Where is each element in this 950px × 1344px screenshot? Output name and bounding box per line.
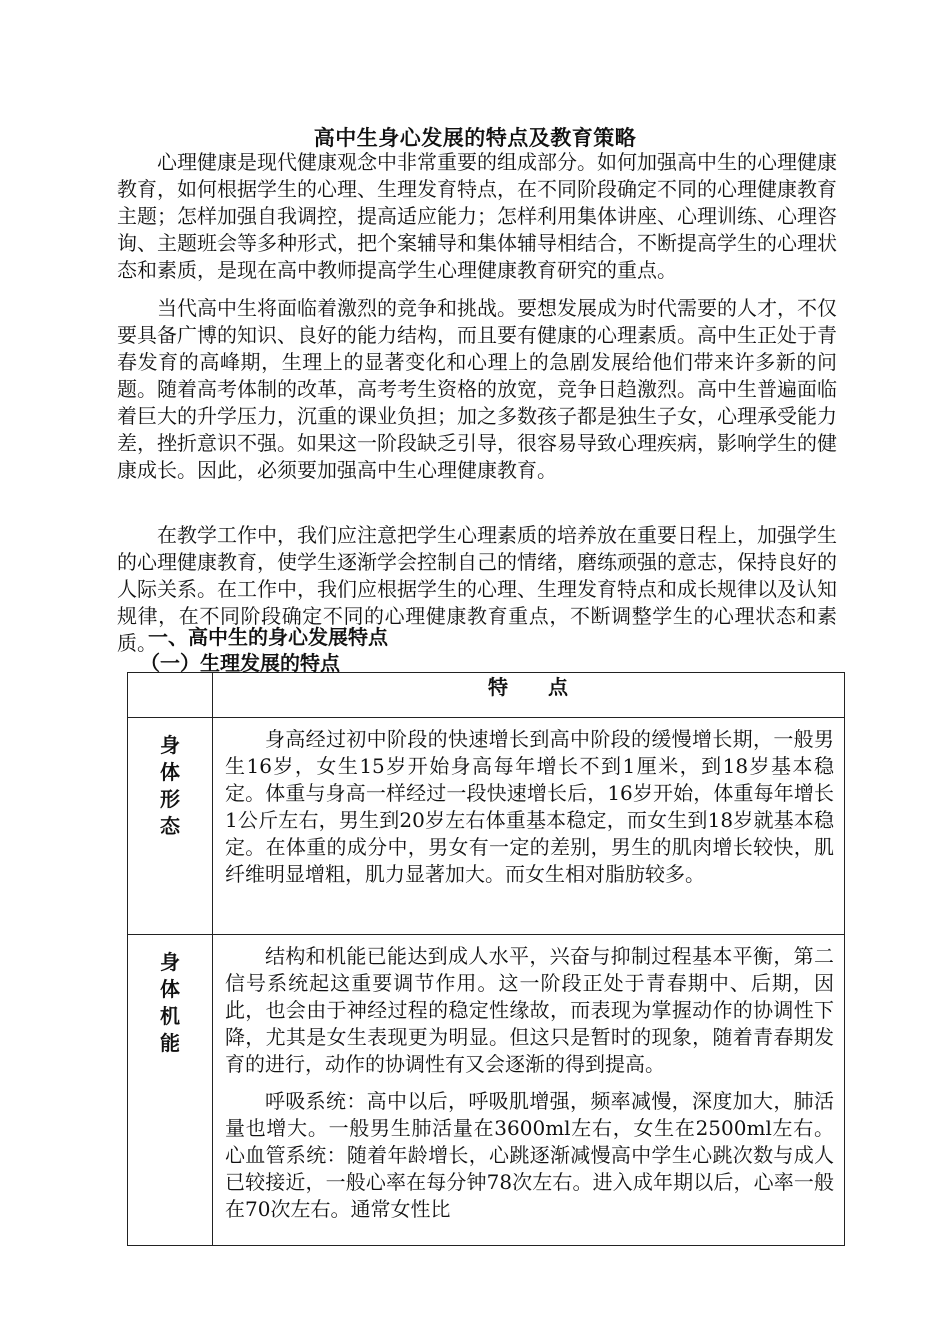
row-label-char: 形	[160, 787, 180, 811]
body-paragraph-2	[117, 295, 837, 484]
cell-paragraph: 结构和机能已能达到成人水平，兴奋与抑制过程基本平衡，第二信号系统起这重要调节作用。这一阶段正处于青春期中、后期，因此，也会由于神经过程的稳定性缘故，而表现为掌握动作的协调性下降，尤其是女生表现更为明显。但这只是暂时的现象，随着青春期发育的进行，动作的协调性有又会逐渐的得到提高。	[225, 944, 834, 1076]
row-label-char: 态	[160, 814, 180, 838]
table-row	[128, 935, 845, 1246]
document-title: 高中生身心发展的特点及教育策略	[313, 125, 637, 150]
row-content-body-function	[213, 935, 845, 1246]
cell-content-clip	[225, 943, 834, 1223]
section-heading: 一、高中生的身心发展特点	[148, 625, 388, 649]
paragraph-text: 当代高中生将面临着激烈的竞争和挑战。要想发展成为时代需要的人才，不仅要具备广博的知识、良好的能力结构，而且要有健康的心理素质。高中生正处于青春发育的高峰期，生理上的显著变化和心理上的急剧发展给他们带来许多新的问题。随着高考体制的改革，高考考生资格的放宽，竞争日趋激烈。高中生普遍面临着巨大的升学压力，沉重的课业负担；加之多数孩子都是独生子女，心理承受能力差，挫折意识不强。如果这一阶段缺乏引导，很容易导致心理疾病，影响学生的健康成长。因此，必须要加强高中生心理健康教育。	[117, 296, 837, 482]
row-label-char: 身	[160, 733, 180, 757]
row-content-body-shape	[213, 718, 845, 935]
row-label-char: 身	[160, 950, 180, 974]
row-label-char: 机	[160, 1004, 180, 1028]
row-label-body-function	[128, 935, 213, 1246]
subsection-heading: （一）生理发展的特点	[140, 651, 340, 675]
cell-paragraph: 身高经过初中阶段的快速增长到高中阶段的缓慢增长期，一般男生16岁，女生15岁开始身高每年增长不到1厘米，到18岁基本稳定。体重与身高一样经过一段快速增长后，16岁开始，体重每年增长1公斤左右，男生到20岁左右体重基本稳定，而女生到18岁就基本稳定。在体重的成分中，男女有一定的差别，男生的肌肉增长较快，肌纤维明显增粗，肌力显著加大。而女生相对脂肪较多。	[225, 727, 834, 886]
paragraph-text: 心理健康是现代健康观念中非常重要的组成部分。如何加强高中生的心理健康教育，如何根据学生的心理、生理发育特点，在不同阶段确定不同的心理健康教育主题；怎样加强自我调控，提高适应能力；怎样利用集体讲座、心理训练、心理咨询、主题班会等多种形式，把个案辅导和集体辅导相结合，不断提高学生的心理状态和素质，是现在高中教师提高学生心理健康教育研究的重点。	[117, 150, 837, 282]
table-row	[128, 718, 845, 935]
table-header-label-cell	[128, 673, 213, 718]
body-paragraph-1	[117, 149, 837, 284]
row-label-char: 体	[160, 760, 180, 784]
table-header-row	[128, 673, 845, 718]
features-table	[127, 672, 845, 1246]
row-label-char: 体	[160, 977, 180, 1001]
cell-paragraph: 呼吸系统：高中以后，呼吸肌增强，频率减慢，深度加大，肺活量也增大。一般男生肺活量在3600ml左右，女生在2500ml左右。心血管系统：随着年龄增长，心跳逐渐减慢高中学生心跳次数与成人已较接近，一般心率在每分钟78次左右。进入成年期以后，心率一般在70次左右。通常女性比	[225, 1089, 834, 1221]
row-label-body-shape	[128, 718, 213, 935]
table-header-content-cell: 特点	[213, 673, 845, 718]
paragraph-text: 在教学工作中，我们应注意把学生心理素质的培养放在重要日程上，加强学生的心理健康教育，使学生逐渐学会控制自己的情绪，磨练顽强的意志，保持良好的人际关系。在工作中，我们应根据学生的心理、生理发育特点和成长规律以及认知规律，在不同阶段确定不同的心理健康教育重点，不断调整学生的心理状态和素质。	[117, 523, 837, 655]
row-label-char: 能	[160, 1031, 180, 1055]
